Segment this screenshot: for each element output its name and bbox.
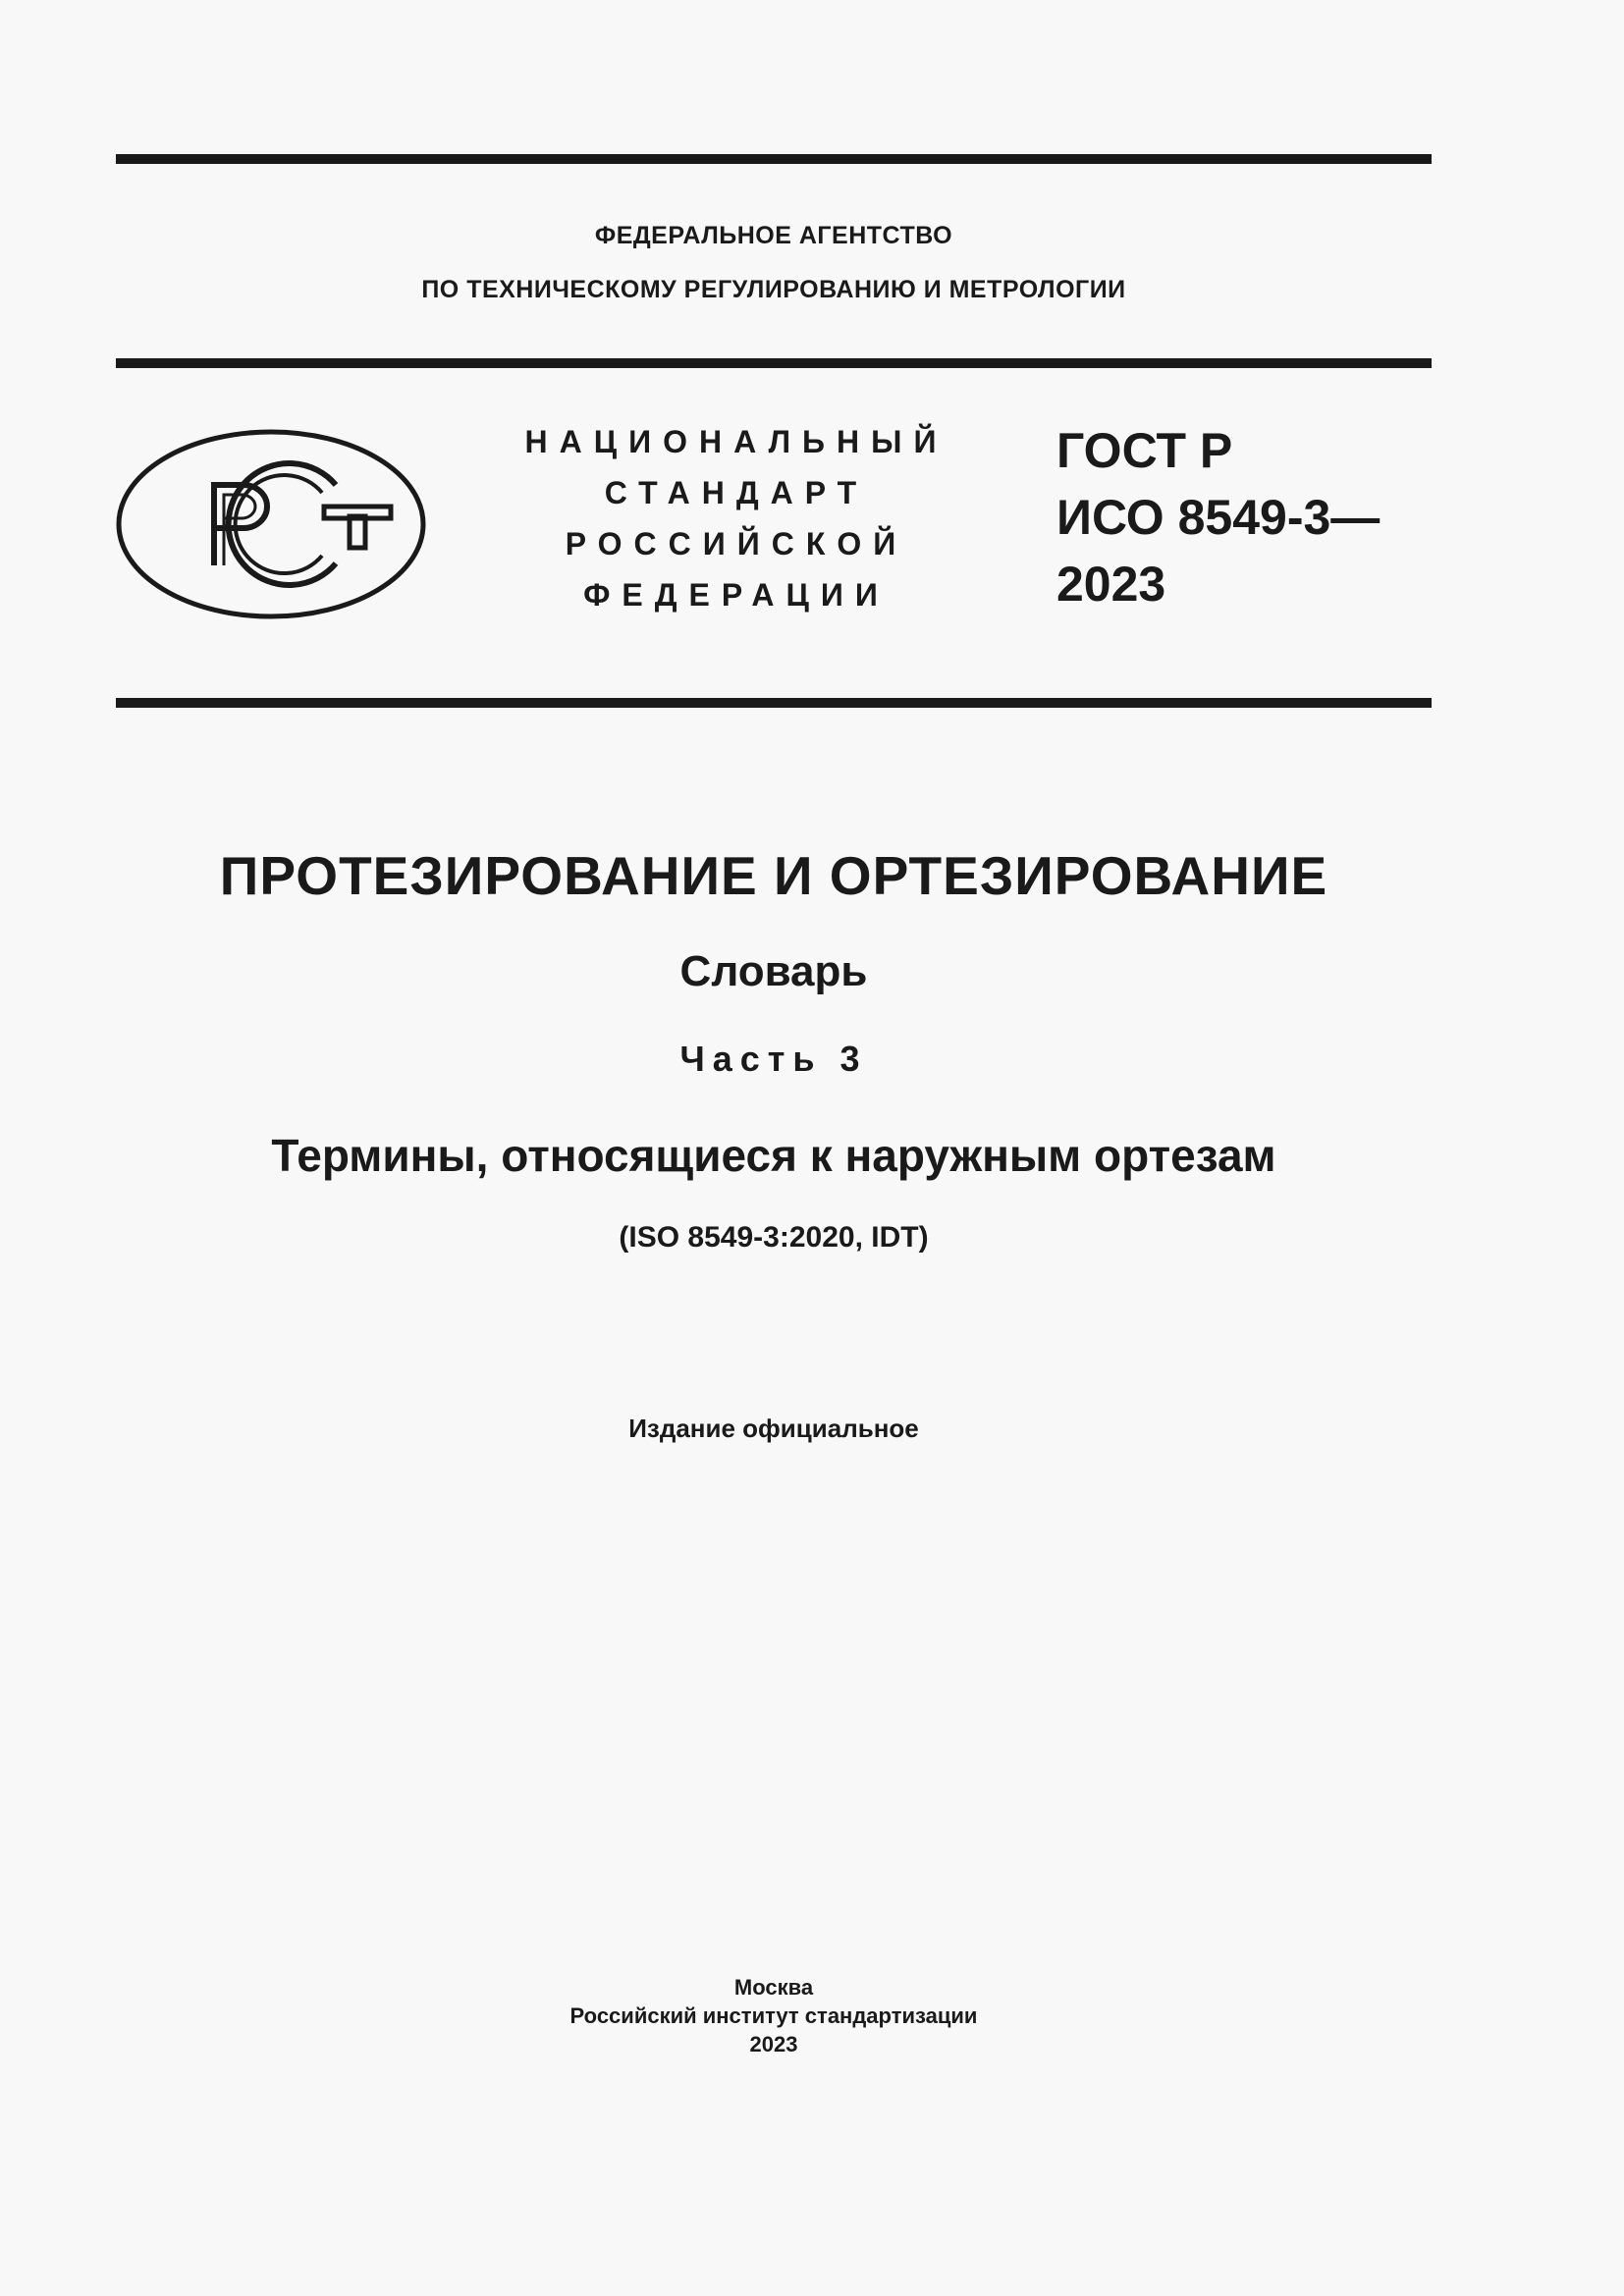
agency-name-line1: ФЕДЕРАЛЬНОЕ АГЕНТСТВО	[594, 222, 953, 249]
document-title: ПРОТЕЗИРОВАНИЕ И ОРТЕЗИРОВАНИЕ	[219, 845, 1328, 906]
national-standard-line1: НАЦИОНАЛЬНЫЙ	[524, 424, 948, 459]
footer-publisher: Российский институт стандартизации	[569, 2003, 978, 2028]
gost-designation-line3: 2023	[1056, 557, 1166, 612]
document-part: Часть 3	[679, 1039, 868, 1079]
edition-label: Издание официальное	[628, 1414, 919, 1443]
rst-certification-mark-icon	[116, 428, 426, 620]
document-part-title: Термины, относящиеся к наружным ортезам	[271, 1130, 1276, 1181]
national-standard-line3: РОССИЙСКОЙ	[565, 526, 908, 561]
agency-name-line2: ПО ТЕХНИЧЕСКОМУ РЕГУЛИРОВАНИЮ И МЕТРОЛОГИИ	[421, 276, 1126, 303]
header-rule	[116, 358, 1432, 368]
top-rule	[116, 154, 1432, 164]
gost-designation-line2: ИСО 8549-3—	[1056, 490, 1380, 545]
footer-city: Москва	[733, 1975, 814, 2000]
designation-rule	[116, 698, 1432, 708]
iso-reference: (ISO 8549-3:2020, IDT)	[619, 1221, 929, 1254]
national-standard-line4: ФЕДЕРАЦИИ	[583, 577, 890, 613]
document-subtitle: Словарь	[679, 947, 868, 995]
footer-year: 2023	[749, 2032, 798, 2056]
gost-designation-line1: ГОСТ Р	[1056, 423, 1233, 478]
national-standard-line2: СТАНДАРТ	[604, 475, 869, 510]
